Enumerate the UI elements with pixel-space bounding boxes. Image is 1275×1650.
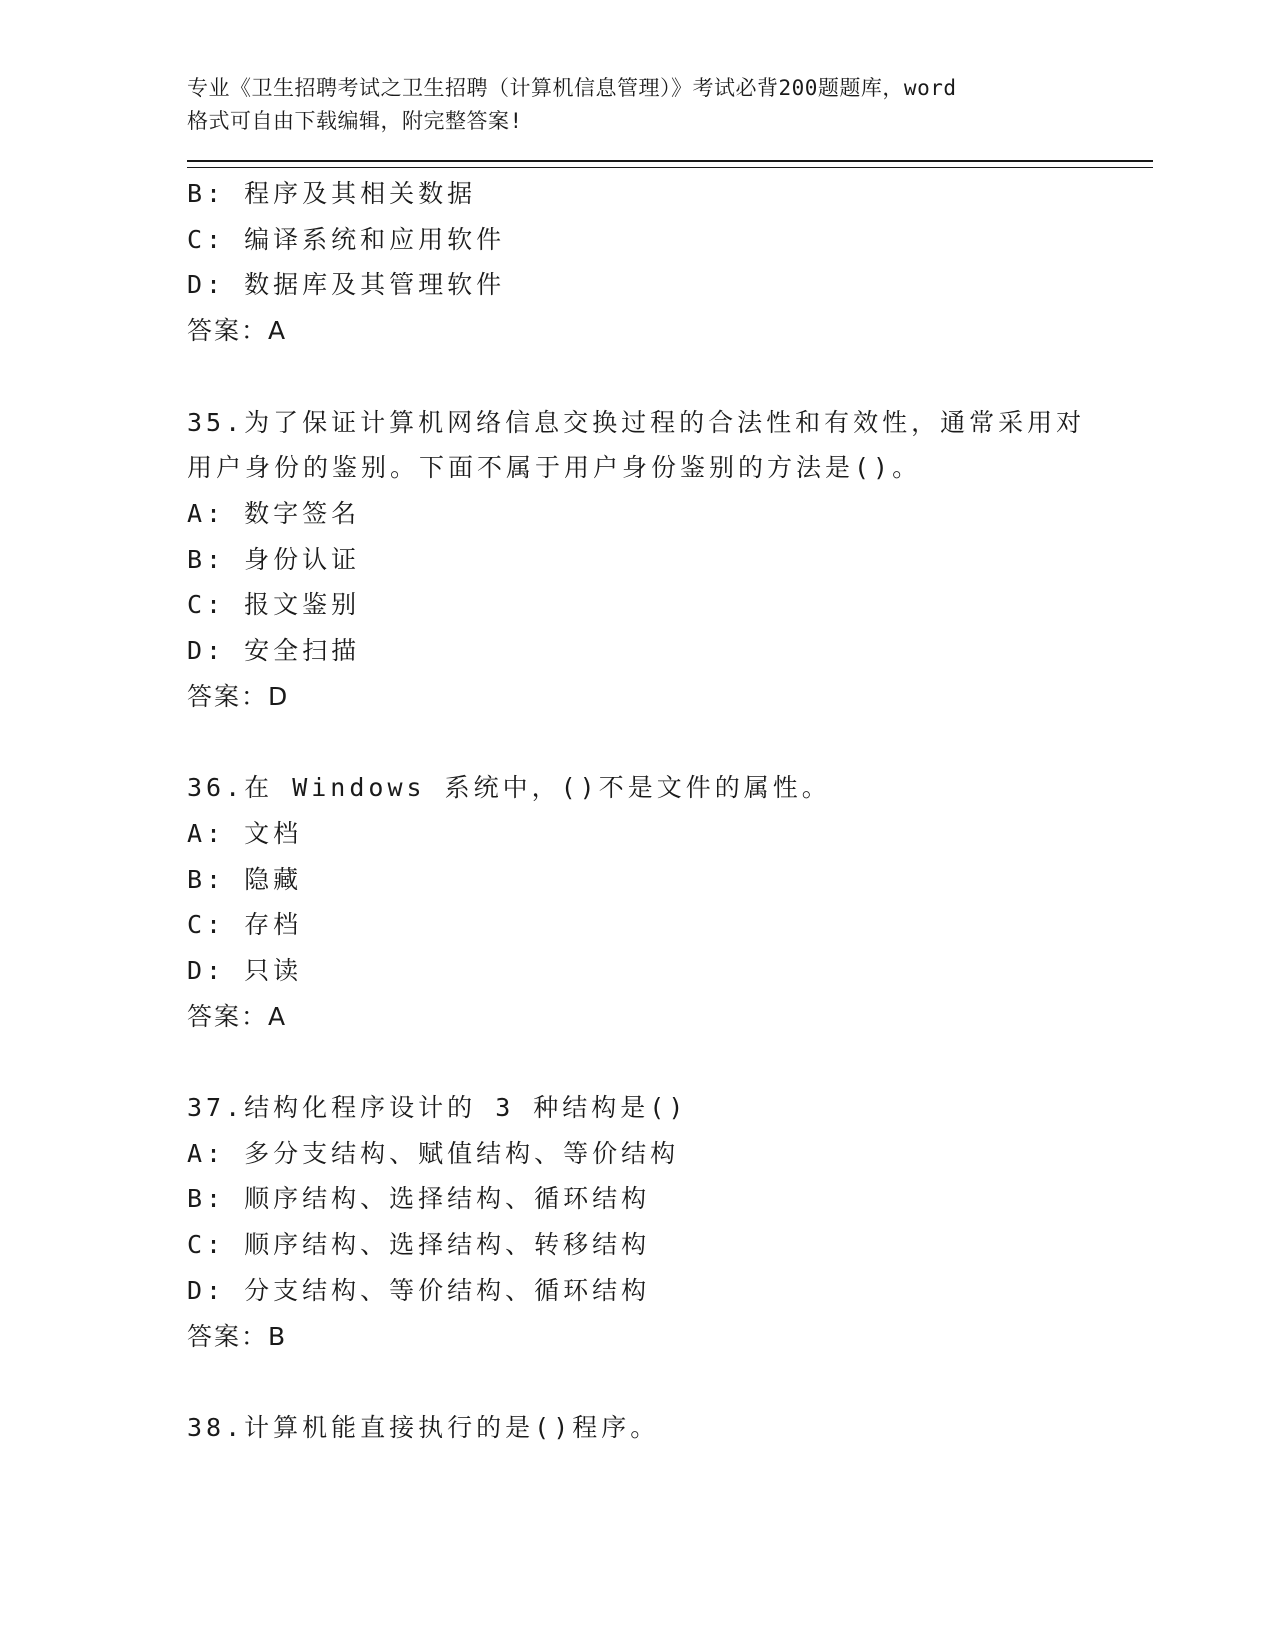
header-divider <box>187 160 1153 168</box>
question-text: 用户身份的鉴别。下面不属于用户身份鉴别的方法是()。 <box>187 453 922 483</box>
question-36 <box>187 765 1157 1039</box>
question-34-continued <box>187 171 1157 354</box>
option-d: D: 只读 <box>187 955 303 985</box>
option-c: C: 顺序结构、选择结构、转移结构 <box>187 1230 651 1260</box>
option-d: D: 数据库及其管理软件 <box>187 270 506 300</box>
question-37 <box>187 1085 1157 1359</box>
header-line-2: 格式可自由下载编辑，附完整答案! <box>187 109 523 133</box>
spacer <box>187 354 1157 400</box>
question-text: 37.结构化程序设计的 3 种结构是() <box>187 1093 688 1123</box>
answer-label: 答案：D <box>187 681 290 711</box>
header-line-1: 专业《卫生招聘考试之卫生招聘（计算机信息管理）》考试必背200题题库，word <box>187 76 957 100</box>
answer-label: 答案：A <box>187 316 288 346</box>
option-c: C: 编译系统和应用软件 <box>187 224 506 254</box>
question-38 <box>187 1405 1157 1451</box>
option-d: D: 分支结构、等价结构、循环结构 <box>187 1275 651 1305</box>
document-header <box>187 72 1087 138</box>
spacer <box>187 719 1157 765</box>
option-b: B: 程序及其相关数据 <box>187 179 477 208</box>
option-b: B: 顺序结构、选择结构、循环结构 <box>187 1184 651 1214</box>
answer-label: 答案：A <box>187 1001 288 1031</box>
option-a: A: 数字签名 <box>187 498 361 528</box>
option-b: B: 身份认证 <box>187 544 361 574</box>
option-c: C: 报文鉴别 <box>187 590 361 620</box>
option-c: C: 存档 <box>187 910 303 940</box>
option-d: D: 安全扫描 <box>187 636 361 666</box>
question-list <box>187 171 1157 1451</box>
question-text: 38.计算机能直接执行的是()程序。 <box>187 1412 660 1442</box>
spacer <box>187 1039 1157 1085</box>
document-page <box>187 72 1157 1451</box>
spacer <box>187 1359 1157 1405</box>
option-b: B: 隐藏 <box>187 864 303 894</box>
answer-label: 答案：B <box>187 1321 288 1351</box>
option-a: A: 多分支结构、赋值结构、等价结构 <box>187 1138 680 1168</box>
option-a: A: 文档 <box>187 818 303 848</box>
question-text: 36.在 Windows 系统中，()不是文件的属性。 <box>187 773 831 803</box>
question-text: 35.为了保证计算机网络信息交换过程的合法性和有效性，通常采用对 <box>187 407 1086 437</box>
question-35 <box>187 400 1157 720</box>
